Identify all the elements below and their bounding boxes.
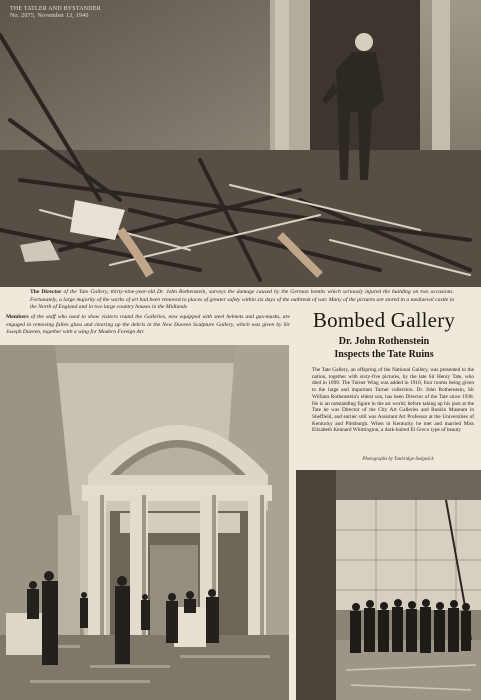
masthead <box>10 6 210 20</box>
middle-caption-lead: Members <box>6 314 29 320</box>
article-body: The Tate Gallery, an offspring of the National Gallery, was presented to the nation, together with sixty-five pictures, by the late Sir Henry Tate, who died in 1899. The Turner Wing was added in 1910, four rooms being given to the large and important Turner collection. Dr. John Rothenstein, Sir William Rothenstein's eldest son, has been Director of the Tate since 1938. He is an outstanding figure in the art world; before taking up his post at the Tate he was Director of the City Art Galleries and Ruskin Museum in Sheffield, and earlier still was Assistant Art Professor at the Universities of Kentucky and Pittsburgh. When in Kentucky he met and married Miss Elizabeth Kennard Whittington, a dark-haired El Greco type of beauty <box>312 367 474 434</box>
staff-group-figures <box>350 599 471 653</box>
article-headline: Bombed Gallery <box>312 308 456 332</box>
photo-director-rubble <box>0 0 481 287</box>
photo-credit: Photographs by Tunbridge-Sedgwick <box>362 457 434 462</box>
top-caption-text: of the Tate Gallery, thirty-nine-year-old Dr. John Rothenstein, surveys the damage caused by the German bombs which seriously injured the building on two occasions. Fortunately, a large majority of the works of art had been removed to places of greater safety within six days of the outbreak of war. Many of the pictures are stored in a mediaeval castle in the North of England and in two large country houses in the Midlands <box>30 289 454 311</box>
photo-staff-group <box>296 470 481 700</box>
photo-sculpture-gallery <box>0 345 289 700</box>
top-caption-lead: The Director <box>30 289 62 295</box>
subhead-line-2: Inspects the Tate Ruins <box>334 349 434 360</box>
middle-caption <box>6 314 290 337</box>
middle-caption-text: of the staff who used to show visitors round the Galleries, now equipped with steel helmets and gas-masks, are engaged in removing fallen glass and clearing up the debris in the New Duveen Sculpture Gallery, which was given by Sir Joseph Duveen, together with a wing for Modern Foreign Art <box>6 314 290 336</box>
article-subhead <box>296 335 472 361</box>
subhead-line-1: Dr. John Rothenstein <box>338 336 430 347</box>
publication-name: THE TATLER AND BYSTANDER <box>10 6 101 12</box>
issue-date: No. 2075, November 13, 1940 <box>10 13 89 19</box>
